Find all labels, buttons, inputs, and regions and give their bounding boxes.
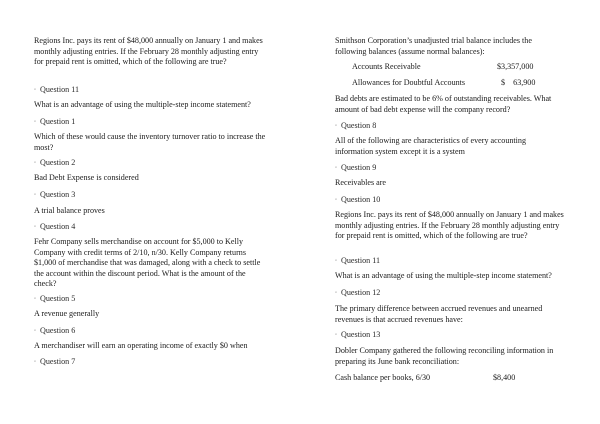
- question-label: ◦ Question 10: [335, 195, 381, 204]
- question-text: Bad debts are estimated to be 6% of outstanding receivables. What amount of bad debt expense will the company record?: [335, 94, 552, 114]
- question-text: The primary difference between accrued revenues and unearned revenues is that accrued revenues have:: [335, 304, 543, 324]
- bullet-icon: ◦: [335, 123, 338, 129]
- question-text: What is an advantage of using the multiple-step income statement?: [335, 271, 552, 280]
- question-label: ◦ Question 9: [335, 163, 377, 172]
- question-text: Regions Inc. pays its rent of $48,000 annually on January 1 and makes monthly adjusting entries. If the February 28 monthly adjusting entry for prepaid rent is omitted, which of the following are true?: [335, 210, 564, 241]
- bullet-icon: ◦: [34, 224, 37, 230]
- bullet-icon: ◦: [335, 290, 338, 296]
- question-text: Bad Debt Expense is considered: [34, 173, 139, 182]
- cash-balance-amount: $8,400: [493, 373, 516, 382]
- bullet-icon: ◦: [34, 119, 37, 125]
- bullet-icon: ◦: [34, 87, 37, 93]
- balance-amount: $ 63,900: [501, 78, 536, 87]
- balance-account: Accounts Receivable: [352, 62, 421, 71]
- bullet-icon: ◦: [335, 332, 338, 338]
- question-label: ◦ Question 3: [34, 190, 76, 199]
- question-label: ◦ Question 13: [335, 330, 381, 339]
- cash-balance-label: Cash balance per books, 6/30: [335, 373, 431, 382]
- question-label: ◦ Question 12: [335, 288, 381, 297]
- question-text: Which of these would cause the inventory turnover ratio to increase the most?: [34, 132, 266, 152]
- question-label: ◦ Question 8: [335, 121, 377, 130]
- question-label: ◦ Question 2: [34, 158, 76, 167]
- bullet-icon: ◦: [34, 359, 37, 365]
- bullet-icon: ◦: [335, 165, 338, 171]
- question-label: ◦ Question 7: [34, 357, 76, 366]
- question-text: Dobler Company gathered the following reconciling information in preparing its June bank reconciliation:: [335, 346, 554, 366]
- question-text: Smithson Corporation’s unadjusted trial balance includes the following balances (assume normal balances):: [335, 36, 532, 56]
- question-label: ◦ Question 1: [34, 117, 76, 126]
- question-text: A trial balance proves: [34, 206, 105, 215]
- bullet-icon: ◦: [34, 160, 37, 166]
- question-text: Fehr Company sells merchandise on account for $5,000 to Kelly Company with credit terms of 2/10, n/30. Kelly Company returns $1,000 of merchandise that was damaged, along with a check to settle the account within the discount period. What is the amount of the check?: [34, 237, 261, 289]
- question-text: Regions Inc. pays its rent of $48,000 annually on January 1 and makes monthly adjusting entries. If the February 28 monthly adjusting entry for prepaid rent is omitted, which of the following are true?: [34, 36, 263, 67]
- question-text: What is an advantage of using the multiple-step income statement?: [34, 100, 251, 109]
- bullet-icon: ◦: [335, 197, 338, 203]
- bullet-icon: ◦: [34, 328, 37, 334]
- balance-account: Allowances for Doubtful Accounts: [352, 78, 466, 87]
- question-text: A revenue generally: [34, 309, 100, 318]
- question-label: ◦ Question 6: [34, 326, 76, 335]
- balance-amount: $3,357,000: [497, 62, 534, 71]
- question-text: All of the following are characteristics of every accounting information system except it is a system: [335, 136, 527, 156]
- question-text: A merchandiser will earn an operating income of exactly $0 when: [34, 341, 248, 350]
- question-label: ◦ Question 11: [335, 256, 381, 265]
- question-text: Receivables are: [335, 178, 387, 187]
- bullet-icon: ◦: [34, 296, 37, 302]
- question-label: ◦ Question 4: [34, 222, 76, 231]
- bullet-icon: ◦: [335, 258, 338, 264]
- question-label: ◦ Question 5: [34, 294, 76, 303]
- question-label: ◦ Question 11: [34, 85, 80, 94]
- bullet-icon: ◦: [34, 192, 37, 198]
